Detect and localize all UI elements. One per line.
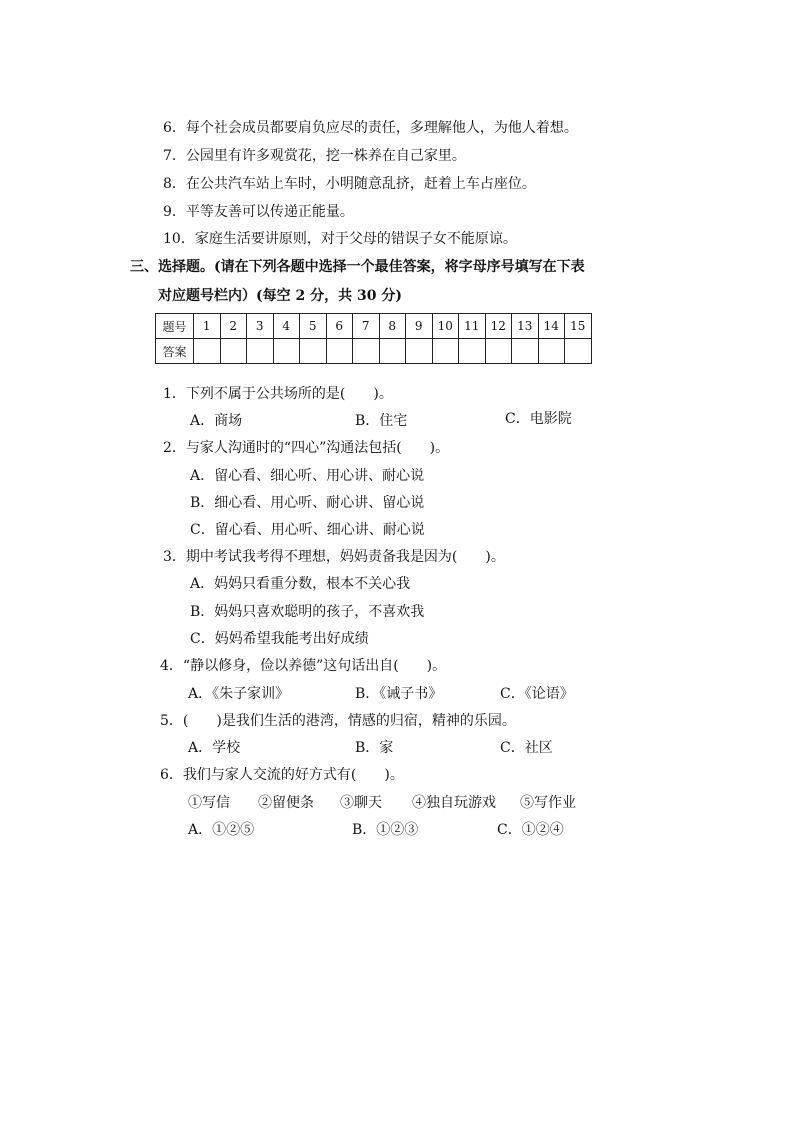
question-1-option-c: C．电影院 [505,411,572,427]
question-1-option-b: B．住宅 [355,413,408,429]
question-1-option-a: A．商场 [190,413,243,429]
question-3-option-c: C．妈妈希望我能考出好成绩 [190,631,369,647]
answer-cell[interactable] [247,339,274,364]
answer-cell[interactable] [459,339,486,364]
table-number-cell: 6 [326,314,353,339]
question-5-option-a: A．学校 [188,740,241,756]
question-6-item-5: ⑤写作业 [520,795,576,811]
question-6-item-3: ③聊天 [340,795,382,811]
table-number-cell: 13 [512,314,539,339]
table-number-cell: 4 [273,314,300,339]
table-number-cell: 7 [353,314,380,339]
table-number-cell: 10 [432,314,459,339]
table-number-cell: 11 [459,314,486,339]
answer-cell[interactable] [512,339,539,364]
table-number-cell: 1 [194,314,221,339]
question-6-option-c: C．①②④ [497,822,564,838]
question-6-stem: 6．我们与家人交流的好方式有( )。 [160,767,404,783]
question-6-option-b: B．①②③ [352,822,419,838]
judgment-item-10: 10．家庭生活要讲原则，对于父母的错误子女不能原谅。 [163,231,517,247]
answer-cell[interactable] [432,339,459,364]
question-4-stem: 4．“静以修身，俭以养德”这句话出自( )。 [160,658,447,674]
question-1-stem: 1．下列不属于公共场所的是( )。 [163,386,393,402]
answer-table-answer-row [156,339,592,364]
answer-cell[interactable] [406,339,433,364]
answer-cell[interactable] [273,339,300,364]
answer-cell[interactable] [220,339,247,364]
answer-cell[interactable] [538,339,565,364]
section3-title-line2: 对应题号栏内）(每空 2 分，共 30 分) [158,288,402,304]
question-4-option-c: C．《论语》 [500,686,574,702]
judgment-item-9: 9．平等友善可以传递正能量。 [163,204,354,220]
answer-cell[interactable] [353,339,380,364]
judgment-item-7: 7．公园里有许多观赏花，挖一株养在自己家里。 [163,148,466,164]
question-2-option-a: A．留心看、细心听、用心讲、耐心说 [190,468,425,484]
question-4-option-a: A．《朱子家训》 [188,686,290,702]
question-6-item-2: ②留便条 [258,795,314,811]
table-number-cell: 8 [379,314,406,339]
question-5-option-b: B．家 [355,740,394,756]
question-2-option-b: B．细心看、用心听、耐心讲、留心说 [190,495,425,511]
table-number-cell: 14 [538,314,565,339]
answer-cell[interactable] [300,339,327,364]
question-4-option-b: B．《诫子书》 [355,686,443,702]
table-number-cell: 2 [220,314,247,339]
judgment-item-8: 8．在公共汽车站上车时，小明随意乱挤，赶着上车占座位。 [163,176,536,192]
question-5-stem: 5．( )是我们生活的港湾，情感的归宿，精神的乐园。 [160,713,516,729]
question-3-option-a: A．妈妈只看重分数，根本不关心我 [190,576,411,592]
table-header-number: 题号 [156,314,194,339]
question-3-stem: 3．期中考试我考得不理想，妈妈责备我是因为( )。 [163,549,505,565]
question-3-option-b: B．妈妈只喜欢聪明的孩子，不喜欢我 [190,604,425,620]
question-6-item-1: ①写信 [188,795,230,811]
answer-cell[interactable] [194,339,221,364]
answer-cell[interactable] [326,339,353,364]
answer-cell[interactable] [485,339,512,364]
table-number-cell: 12 [485,314,512,339]
table-number-cell: 3 [247,314,274,339]
table-number-cell: 15 [565,314,592,339]
question-6-option-a: A．①②⑤ [188,822,255,838]
answer-cell[interactable] [565,339,592,364]
table-header-answer: 答案 [156,339,194,364]
answer-cell[interactable] [379,339,406,364]
question-2-stem: 2．与家人沟通时的“四心”沟通法包括( )。 [163,440,450,456]
section3-title-line1: 三、选择题。(请在下列各题中选择一个最佳答案，将字母序号填写在下表 [130,259,585,275]
question-2-option-c: C．留心看、用心听、细心讲、耐心说 [190,522,425,538]
answer-table [155,313,592,364]
question-5-option-c: C．社区 [500,740,553,756]
answer-table-number-row [156,314,592,339]
table-number-cell: 5 [300,314,327,339]
table-number-cell: 9 [406,314,433,339]
judgment-item-6: 6．每个社会成员都要肩负应尽的责任，多理解他人，为他人着想。 [163,120,578,136]
question-6-item-4: ④独自玩游戏 [412,795,496,811]
